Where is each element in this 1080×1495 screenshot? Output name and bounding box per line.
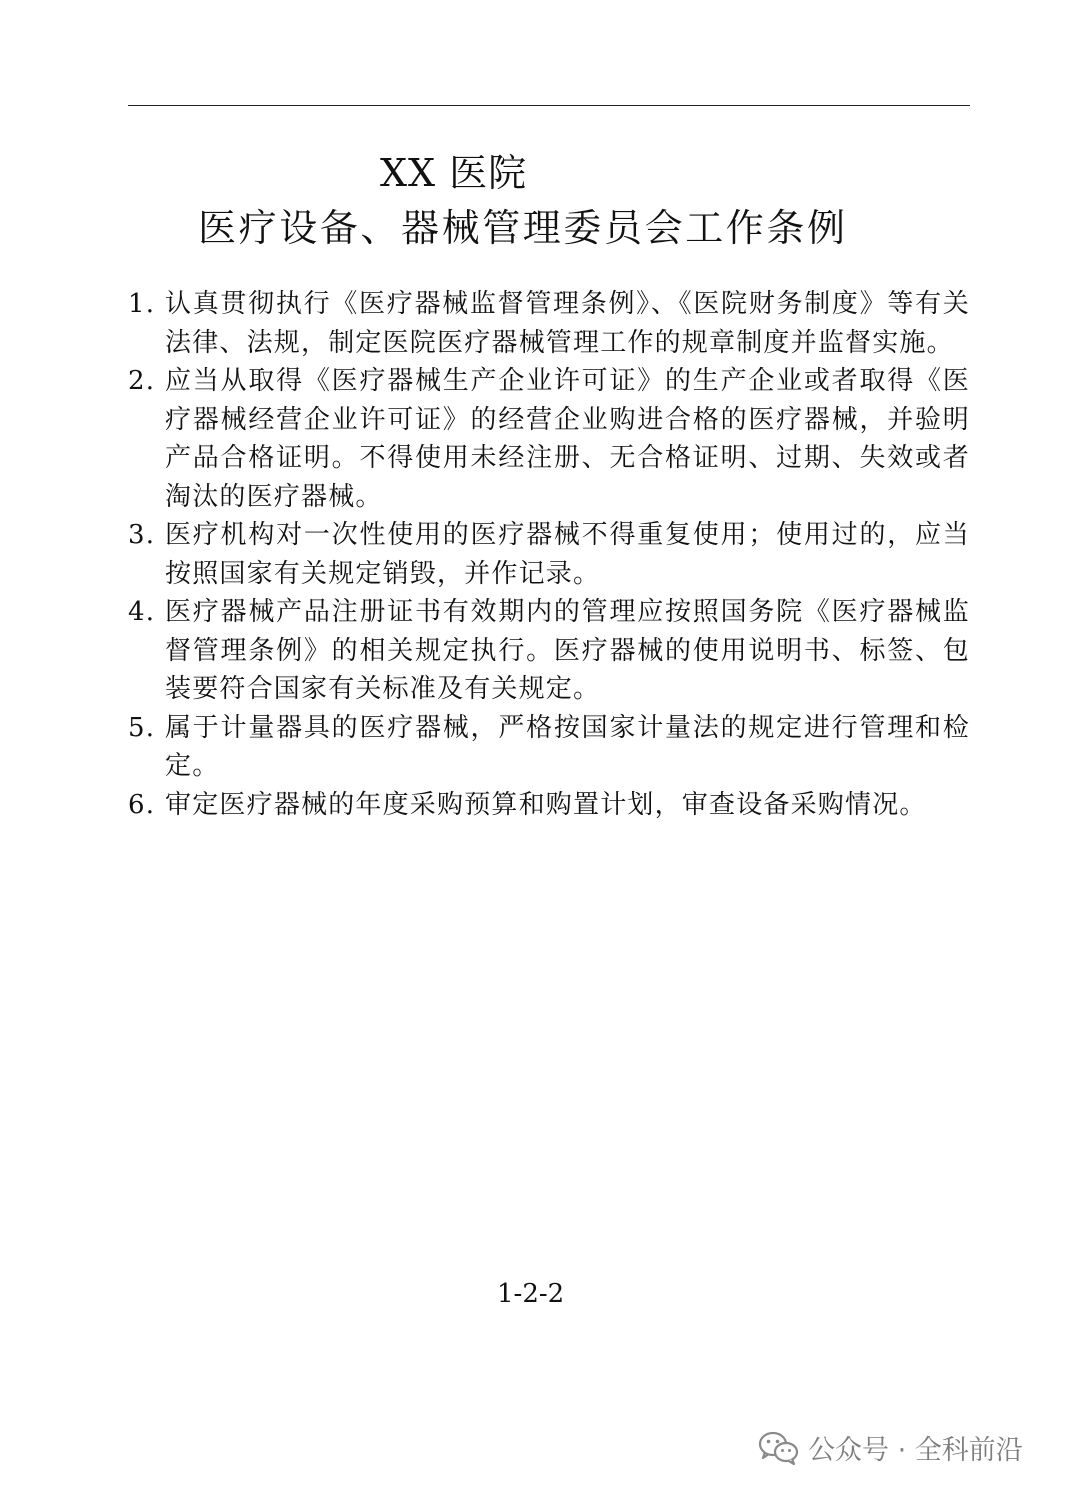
item-text: 认真贯彻执行《医疗器械监督管理条例》、《医院财务制度》等有关法律、法规，制定医院医疗器械管理工作的规章制度并监督实施。 bbox=[165, 289, 970, 358]
watermark-text: 公众号 · 全科前沿 bbox=[808, 1435, 1023, 1466]
item-number: 6. bbox=[128, 789, 156, 820]
wechat-icon bbox=[758, 1431, 800, 1465]
regulation-list bbox=[128, 285, 970, 824]
list-item bbox=[128, 786, 970, 825]
item-text: 应当从取得《医疗器械生产企业许可证》的生产企业或者取得《医疗器械经营企业许可证》的经营企业购进合格的医疗器械，并验明产品合格证明。不得使用未经注册、无合格证明、过期、失效或者淘汰的医疗器械。 bbox=[165, 366, 970, 512]
list-item bbox=[128, 285, 970, 362]
watermark bbox=[758, 1428, 1023, 1467]
item-number: 1. bbox=[128, 289, 156, 319]
item-number: 2. bbox=[128, 366, 156, 396]
item-text: 审定医疗器械的年度采购预算和购置计划，审查设备采购情况。 bbox=[165, 789, 927, 820]
item-number: 5. bbox=[128, 712, 156, 743]
list-item bbox=[128, 516, 970, 593]
header-rule bbox=[128, 105, 970, 106]
list-item bbox=[128, 362, 970, 516]
item-text: 医疗器械产品注册证书有效期内的管理应按照国务院《医疗器械监督管理条例》的相关规定执行。医疗器械的使用说明书、标签、包装要符合国家有关标准及有关规定。 bbox=[165, 597, 970, 704]
item-number: 4. bbox=[128, 597, 156, 627]
list-item bbox=[128, 709, 970, 786]
document-title: 医疗设备、器械管理委员会工作条例 bbox=[198, 206, 848, 250]
list-item bbox=[128, 593, 970, 709]
item-text: 属于计量器具的医疗器械，严格按国家计量法的规定进行管理和检定。 bbox=[165, 712, 970, 781]
item-number: 3. bbox=[128, 520, 156, 550]
document-title-hospital: XX 医院 bbox=[380, 151, 528, 195]
item-text: 医疗机构对一次性使用的医疗器械不得重复使用；使用过的，应当按照国家有关规定销毁，并作记录。 bbox=[165, 520, 970, 589]
page-number: 1-2-2 bbox=[497, 1279, 565, 1309]
